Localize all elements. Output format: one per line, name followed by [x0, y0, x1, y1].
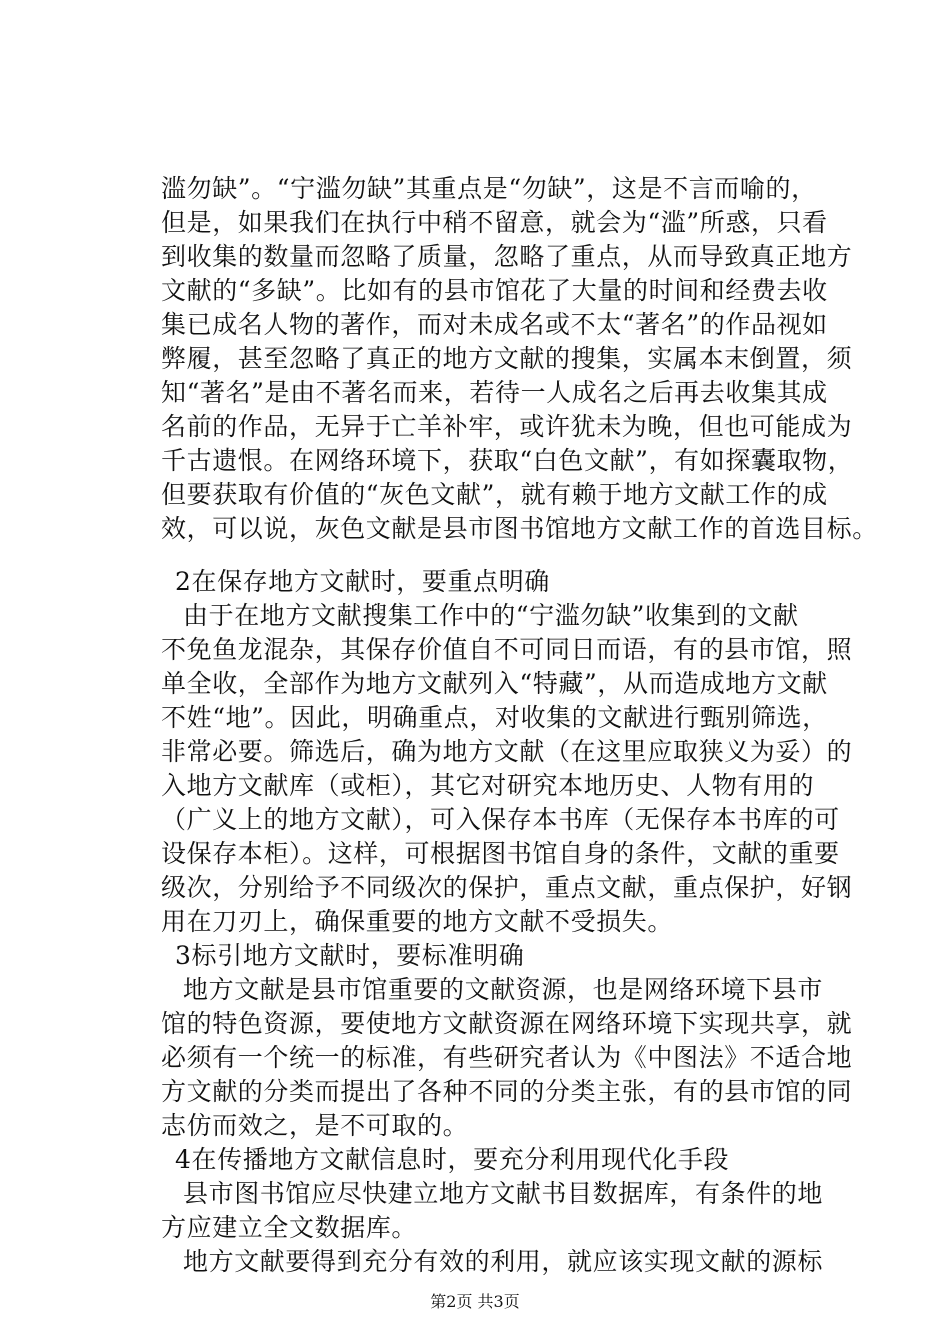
text-line: 到收集的数量而忽略了质量，忽略了重点，从而导致真正地方: [161, 242, 853, 271]
text-line: 名前的作品，无异于亡羊补牢，或许犹未为晚，但也可能成为: [161, 412, 853, 441]
text-line: 单全收，全部作为地方文献列入“特藏”，从而造成地方文献: [161, 669, 828, 698]
text-line: （广义上的地方文献），可入保存本书库（无保存本书库的可: [161, 805, 840, 834]
text-line: 知“著名”是由不著名而来，若待一人成名之后再去收集其成: [161, 378, 828, 407]
text-line: 地方文献是县市馆重要的文献资源，也是网络环境下县市: [183, 975, 824, 1004]
text-line: 千古遗恨。在网络环境下，获取“白色文献”，有如探囊取物，: [161, 446, 854, 475]
text-line: 入地方文献库（或柜），其它对研究本地历史、人物有用的: [161, 771, 815, 800]
text-line: 方文献的分类而提出了各种不同的分类主张，有的县市馆的同: [161, 1077, 853, 1106]
text-line: 馆的特色资源，要使地方文献资源在网络环境下实现共享，就: [161, 1009, 853, 1038]
text-line: 县市图书馆应尽快建立地方文献书目数据库，有条件的地: [183, 1179, 824, 1208]
text-line: 集已成名人物的著作，而对未成名或不太“著名”的作品视如: [161, 310, 828, 339]
section-heading: 4在传播地方文献信息时，要充分利用现代化手段: [175, 1145, 730, 1174]
text-line: 用在刀刃上，确保重要的地方文献不受损失。: [161, 907, 674, 936]
text-line: 设保存本柜）。这样，可根据图书馆自身的条件，文献的重要: [161, 839, 840, 868]
text-line: 但是，如果我们在执行中稍不留意，就会为“滥”所惑，只看: [161, 208, 828, 237]
text-line: 滥勿缺”。“宁滥勿缺”其重点是“勿缺”，这是不言而喻的，: [161, 174, 817, 203]
text-line: 志仿而效之，是不可取的。: [161, 1111, 469, 1140]
text-line: 弊履，甚至忽略了真正的地方文献的搜集，实属本末倒置，须: [161, 344, 853, 373]
text-line: 不姓“地”。因此，明确重点，对收集的文献进行甄别筛选，: [161, 703, 828, 732]
text-line: 效，可以说，灰色文献是县市图书馆地方文献工作的首选目标。: [161, 514, 878, 543]
text-line: 地方文献要得到充分有效的利用，就应该实现文献的源标: [183, 1247, 824, 1276]
page-number-footer: 第2页 共3页: [430, 1292, 520, 1311]
text-line: 级次，分别给予不同级次的保护，重点文献，重点保护，好钢: [161, 873, 853, 902]
section-heading: 3标引地方文献时，要标准明确: [175, 941, 525, 970]
text-line: 不免鱼龙混杂，其保存价值自不可同日而语，有的县市馆，照: [161, 635, 853, 664]
text-line: 必须有一个统一的标准，有些研究者认为《中图法》不适合地: [161, 1043, 853, 1072]
text-line: 文献的“多缺”。比如有的县市馆花了大量的时间和经费去收: [161, 276, 828, 305]
text-line: 方应建立全文数据库。: [161, 1213, 418, 1242]
section-heading: 2在保存地方文献时，要重点明确: [175, 567, 550, 596]
text-line: 但要获取有价值的“灰色文献”，就有赖于地方文献工作的成: [161, 480, 828, 509]
text-line: 由于在地方文献搜集工作中的“宁滥勿缺”收集到的文献: [183, 601, 799, 630]
text-line: 非常必要。筛选后，确为地方文献（在这里应取狭义为妥）的: [161, 737, 853, 766]
